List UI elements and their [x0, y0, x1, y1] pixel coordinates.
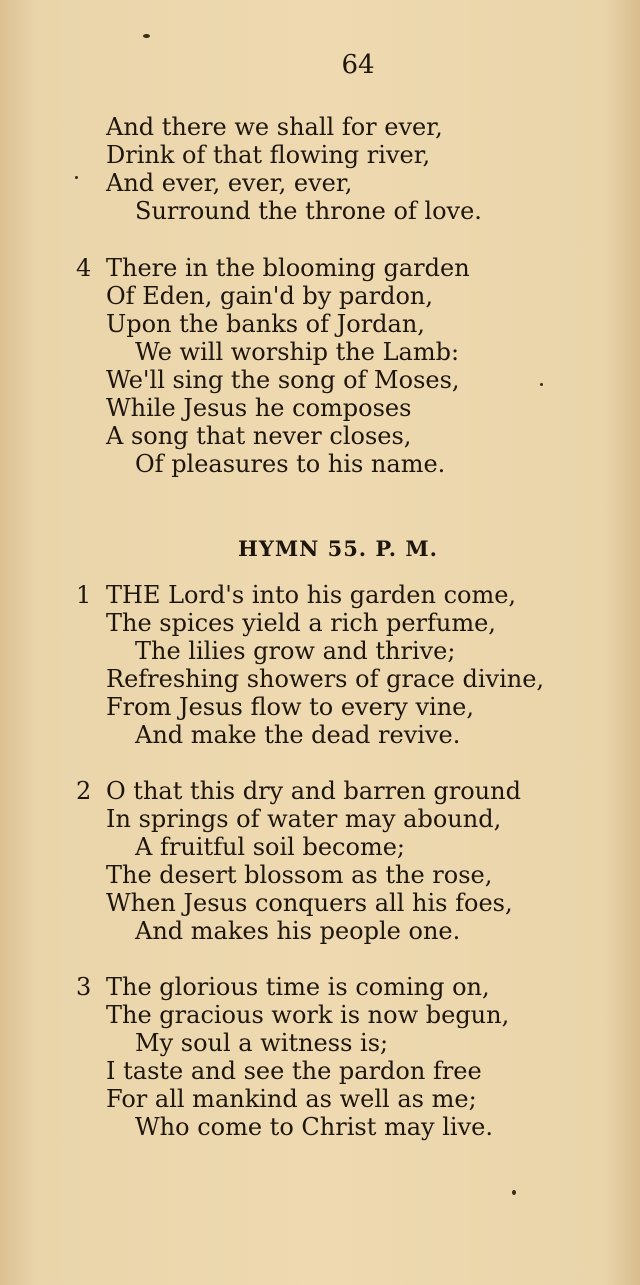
verse-line: A song that never closes,	[106, 422, 412, 450]
verse-line: And makes his people one.	[135, 917, 461, 945]
verse-line: In springs of water may abound,	[106, 805, 502, 833]
verse-line: The glorious time is coming on,	[106, 973, 490, 1001]
verse-line: Of Eden, gain'd by pardon,	[106, 282, 433, 310]
verse-line: The spices yield a rich perfume,	[106, 609, 496, 637]
page-number: 64	[341, 50, 375, 80]
verse-line: For all mankind as well as me;	[106, 1085, 477, 1113]
verse-line: Of pleasures to his name.	[135, 450, 446, 478]
verse-line: The gracious work is now begun,	[106, 1001, 510, 1029]
ink-speck	[512, 1190, 516, 1195]
verse-line: Refreshing showers of grace divine,	[106, 665, 545, 693]
verse-line: Who come to Christ may live.	[135, 1113, 493, 1141]
verse-line: THE Lord's into his garden come,	[106, 581, 517, 609]
verse-line: O that this dry and barren ground	[106, 777, 521, 805]
verse-line: When Jesus conquers all his foes,	[106, 889, 513, 917]
ink-speck	[75, 176, 78, 179]
verse-line: There in the blooming garden	[106, 254, 470, 282]
verse-line: Upon the banks of Jordan,	[106, 310, 425, 338]
verse-line: My soul a witness is;	[135, 1029, 389, 1057]
verse-line: And there we shall for ever,	[106, 113, 443, 141]
verse-line: Surround the throne of love.	[135, 197, 482, 225]
verse-line: We'll sing the song of Moses,	[106, 366, 460, 394]
verse-line: The lilies grow and thrive;	[135, 637, 456, 665]
verse-line: And ever, ever, ever,	[106, 169, 353, 197]
verse-line: A fruitful soil become;	[135, 833, 405, 861]
ink-speck	[143, 34, 150, 38]
stanza-number: 1	[76, 581, 92, 609]
verse-line: We will worship the Lamb:	[135, 338, 460, 366]
verse-line: From Jesus flow to every vine,	[106, 693, 475, 721]
hymn-heading: HYMN 55. P. M.	[238, 536, 438, 561]
stanza-number: 3	[76, 973, 92, 1001]
verse-line: While Jesus he composes	[106, 394, 412, 422]
ink-speck	[540, 383, 543, 386]
stanza-number: 4	[76, 254, 92, 282]
verse-line: The desert blossom as the rose,	[106, 861, 493, 889]
verse-line: I taste and see the pardon free	[106, 1057, 482, 1085]
verse-line: Drink of that flowing river,	[106, 141, 431, 169]
verse-line: And make the dead revive.	[135, 721, 461, 749]
stanza-number: 2	[76, 777, 92, 805]
